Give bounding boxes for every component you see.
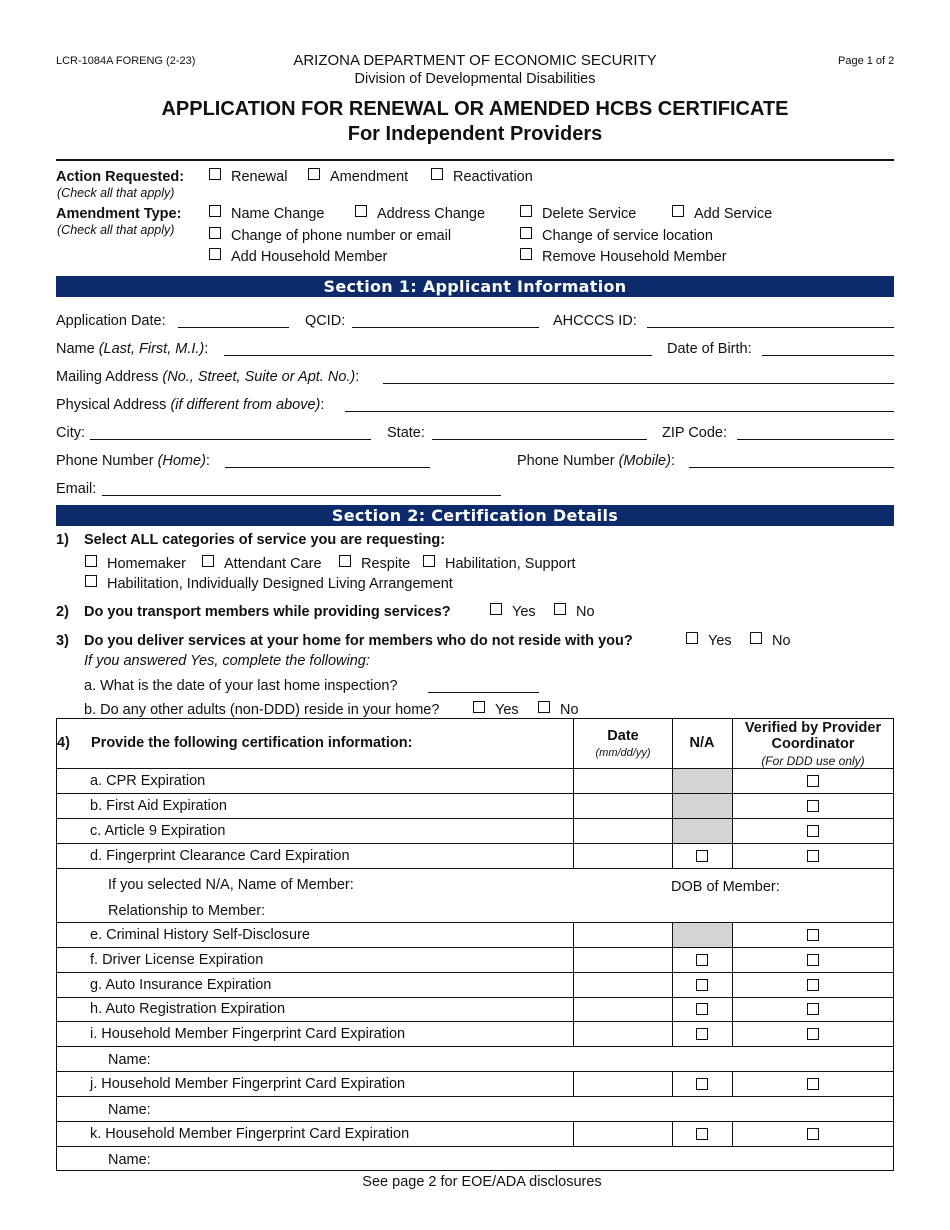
respite-checkbox[interactable] [339,555,351,567]
ahcccs-label: AHCCCS ID: [553,313,637,329]
auto-insurance-na-checkbox[interactable] [696,979,708,991]
q2-number: 2) [56,604,69,620]
renewal-label: Renewal [231,169,288,185]
household-k-verified-checkbox[interactable] [807,1128,819,1140]
mailing-hint: (No., Street, Suite or Apt. No.) [162,369,356,385]
adults-yes-label: Yes [495,702,519,718]
q3-number: 3) [56,633,69,649]
name-change-checkbox[interactable] [209,205,221,217]
physical-field[interactable] [345,411,894,412]
attendant-care-label: Attendant Care [224,556,322,572]
add-household-checkbox[interactable] [209,248,221,260]
article9-verified-checkbox[interactable] [807,825,819,837]
driver-license-na-checkbox[interactable] [696,954,708,966]
household-j-verified-checkbox[interactable] [807,1078,819,1090]
add-household-label: Add Household Member [231,249,388,265]
remove-household-checkbox[interactable] [520,248,532,260]
household-i-verified-checkbox[interactable] [807,1028,819,1040]
physical-hint: (if different from above) [170,397,321,413]
dob-field[interactable] [762,355,894,356]
transport-no-label: No [576,604,595,620]
page-number: Page 1 of 2 [838,55,895,67]
name-change-label: Name Change [231,206,325,222]
city-label: City: [56,425,85,441]
email-field[interactable] [102,495,501,496]
adults-no-checkbox[interactable] [538,701,550,713]
auto-registration-na-checkbox[interactable] [696,1003,708,1015]
application-date-field[interactable] [178,327,289,328]
habilitation-support-checkbox[interactable] [423,555,435,567]
change-location-checkbox[interactable] [520,227,532,239]
phone-text: Phone Number [56,453,158,469]
na-disabled-cells [673,769,732,844]
mailing-text: Mailing Address [56,369,163,385]
colon: : [205,453,210,469]
household-k-name-label: Name: [108,1152,151,1168]
inspection-date-field[interactable] [428,692,539,693]
habilitation-support-label: Habilitation, Support [445,556,576,572]
verified-column-header: Verified by Provider Coordinator [744,720,882,752]
amendment-type-label: Amendment Type: [56,206,182,222]
household-k-row-label: k. Household Member Fingerprint Card Expiration [90,1126,410,1142]
phone-text: Phone Number [517,453,619,469]
name-text: Name [56,341,99,357]
home-no-checkbox[interactable] [750,632,762,644]
ahcccs-field[interactable] [647,327,894,328]
phone-mobile-label [517,452,675,470]
home-hint: (Home) [157,453,206,469]
auto-registration-verified-checkbox[interactable] [807,1003,819,1015]
adults-no-label: No [560,702,579,718]
action-label: Action Requested: [56,169,185,185]
address-change-label: Address Change [377,206,486,222]
name-hint: (Last, First, M.I.) [98,341,205,357]
remove-household-label: Remove Household Member [542,249,727,265]
na-member-label: If you selected N/A, Name of Member: [108,877,354,893]
article9-row-label: c. Article 9 Expiration [90,823,226,839]
na-disabled-cell [673,923,732,948]
driver-license-verified-checkbox[interactable] [807,954,819,966]
relationship-label: Relationship to Member: [108,903,266,919]
transport-yes-label: Yes [512,604,536,620]
amendment-label: Amendment [330,169,409,185]
colon: : [320,397,325,413]
phone-home-label [56,452,210,470]
q1-text: Select ALL categories of service you are requesting: [84,532,446,548]
first-aid-row-label: b. First Aid Expiration [90,798,227,814]
habilitation-idla-checkbox[interactable] [85,575,97,587]
renewal-checkbox[interactable] [209,168,221,180]
transport-no-checkbox[interactable] [554,603,566,615]
transport-yes-checkbox[interactable] [490,603,502,615]
delete-service-checkbox[interactable] [520,205,532,217]
action-hint: (Check all that apply) [57,186,175,200]
reactivation-label: Reactivation [453,169,533,185]
cpr-verified-checkbox[interactable] [807,775,819,787]
dob-member-label: DOB of Member: [671,879,780,895]
colon: : [355,369,360,385]
q4-number: 4) [57,735,70,751]
homemaker-checkbox[interactable] [85,555,97,567]
respite-label: Respite [361,556,411,572]
fingerprint-verified-checkbox[interactable] [807,850,819,862]
cpr-row-label: a. CPR Expiration [90,773,206,789]
home-yes-checkbox[interactable] [686,632,698,644]
physical-text: Physical Address [56,397,171,413]
household-j-na-checkbox[interactable] [696,1078,708,1090]
form-title: APPLICATION FOR RENEWAL OR AMENDED HCBS CERTIFICATE [161,98,789,120]
fingerprint-na-checkbox[interactable] [696,850,708,862]
mailing-label [56,368,359,386]
attendant-care-checkbox[interactable] [202,555,214,567]
qcid-label: QCID: [305,313,346,329]
homemaker-label: Homemaker [107,556,186,572]
zip-field[interactable] [737,439,894,440]
add-service-checkbox[interactable] [672,205,684,217]
driver-license-row-label: f. Driver License Expiration [90,952,264,968]
q2-text: Do you transport members while providing services? [84,604,451,620]
q3-note: If you answered Yes, complete the following: [84,653,370,669]
delete-service-label: Delete Service [542,206,637,222]
ddd-use-hint: (For DDD use only) [761,754,865,768]
first-aid-verified-checkbox[interactable] [807,800,819,812]
household-i-row-label: i. Household Member Fingerprint Card Expiration [90,1026,406,1042]
change-phone-label: Change of phone number or email [231,228,452,244]
application-date-label: Application Date: [56,313,166,329]
title-divider [56,159,894,161]
state-field[interactable] [432,439,647,440]
mailing-field[interactable] [383,383,894,384]
colon: : [670,453,675,469]
section1-header: Section 1: Applicant Information [56,276,894,297]
address-change-checkbox[interactable] [355,205,367,217]
auto-insurance-verified-checkbox[interactable] [807,979,819,991]
adults-yes-checkbox[interactable] [473,701,485,713]
date-format-hint: (mm/dd/yy) [595,747,651,759]
amendment-checkbox[interactable] [308,168,320,180]
dob-label: Date of Birth: [667,341,752,357]
phone-mobile-field[interactable] [689,467,894,468]
auto-registration-row-label: h. Auto Registration Expiration [90,1001,286,1017]
home-yes-label: Yes [708,633,732,649]
q1-number: 1) [56,532,69,548]
form-subtitle: For Independent Providers [347,123,603,145]
household-i-na-checkbox[interactable] [696,1028,708,1040]
mobile-hint: (Mobile) [618,453,671,469]
physical-label [56,396,324,414]
form-id: LCR-1084A FORENG (2-23) [56,55,196,67]
q3a-text: a. What is the date of your last home inspection? [84,678,398,694]
auto-insurance-row-label: g. Auto Insurance Expiration [90,977,272,993]
email-label: Email: [56,481,97,497]
name-label [56,340,208,358]
q3-text: Do you deliver services at your home for members who do not reside with you? [84,633,633,649]
na-column-header: N/A [689,735,715,751]
criminal-history-verified-checkbox[interactable] [807,929,819,941]
household-i-name-label: Name: [108,1052,151,1068]
certification-table [56,718,894,1171]
phone-home-field[interactable] [225,467,430,468]
criminal-history-row-label: e. Criminal History Self-Disclosure [90,927,310,943]
add-service-label: Add Service [694,206,773,222]
q3b-text: b. Do any other adults (non-DDD) reside in your home? [84,702,440,718]
city-field[interactable] [90,439,371,440]
date-column-header: Date [607,728,639,744]
colon: : [204,341,209,357]
q4-text: Provide the following certification information: [91,735,413,751]
agency: ARIZONA DEPARTMENT OF ECONOMIC SECURITY [293,52,657,69]
section2-header: Section 2: Certification Details [56,505,894,526]
household-k-na-checkbox[interactable] [696,1128,708,1140]
zip-label: ZIP Code: [662,425,728,441]
household-j-row-label: j. Household Member Fingerprint Card Expiration [90,1076,406,1092]
fingerprint-row-label: d. Fingerprint Clearance Card Expiration [90,848,350,864]
name-field[interactable] [224,355,652,356]
reactivation-checkbox[interactable] [431,168,443,180]
amendment-hint: (Check all that apply) [57,223,175,237]
habilitation-idla-label: Habilitation, Individually Designed Living Arrangement [107,576,453,592]
change-location-label: Change of service location [542,228,713,244]
division: Division of Developmental Disabilities [354,71,596,87]
qcid-field[interactable] [352,327,539,328]
home-no-label: No [772,633,791,649]
footer-note: See page 2 for EOE/ADA disclosures [362,1174,602,1190]
state-label: State: [387,425,425,441]
household-j-name-label: Name: [108,1102,151,1118]
change-phone-checkbox[interactable] [209,227,221,239]
